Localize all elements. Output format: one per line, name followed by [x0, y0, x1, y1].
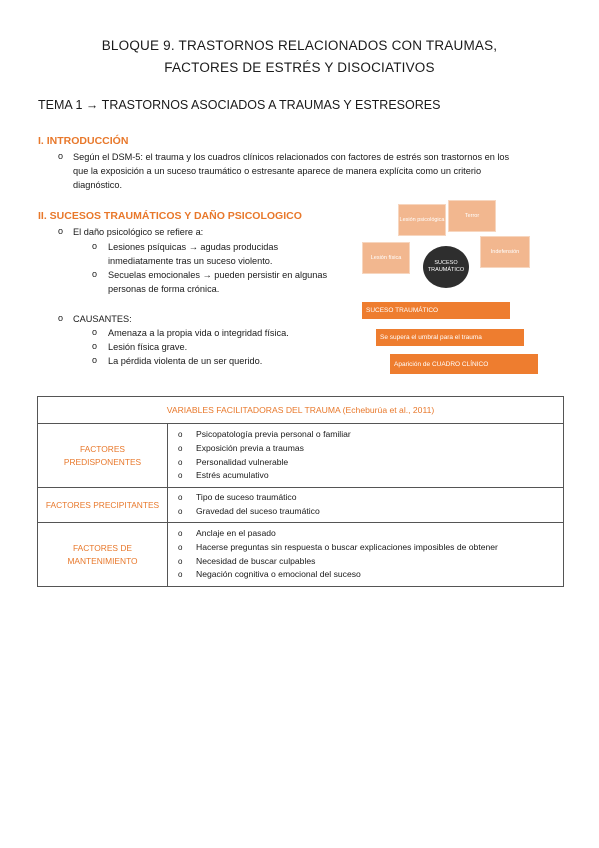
- row-label-mantenimiento: [38, 523, 168, 587]
- bullet-icon: o: [178, 493, 183, 503]
- row-label-line: MANTENIMIENTO: [67, 555, 138, 566]
- list-item: [178, 555, 563, 569]
- diagram-petal-lesion-fisica: Lesión física: [362, 242, 410, 274]
- row-label-line: PREDISPONENTES: [63, 456, 142, 467]
- row-label-line: FACTORES PRECIPITANTES: [45, 499, 160, 510]
- row-label-line: FACTORES DE: [73, 542, 132, 553]
- causante-item: Lesión física grave.: [108, 342, 188, 352]
- bullet-icon: o: [92, 327, 98, 337]
- list-item: [178, 527, 563, 541]
- row-items-predisponentes: [168, 424, 564, 488]
- diagram-step-1: SUCESO TRAUMÁTICO: [362, 302, 510, 319]
- bullet-icon: o: [178, 471, 183, 481]
- diagram-step-3: Aparición de CUADRO CLÍNICO: [390, 354, 538, 374]
- list-item-text: Negación cognitiva o emocional del suceso: [196, 569, 361, 580]
- list-item: [178, 505, 563, 519]
- bullet-icon: o: [178, 528, 183, 538]
- bullet-icon: o: [92, 341, 98, 351]
- document-title-line2: FACTORES DE ESTRÉS Y DISOCIATIVOS: [164, 60, 435, 75]
- diagram-step-2: Se supera el umbral para el trauma: [376, 329, 524, 346]
- dano-label: El daño psicológico se refiere a:: [73, 227, 204, 237]
- intro-paragraph: [73, 150, 563, 192]
- causantes-label: CAUSANTES:: [73, 314, 132, 324]
- list-item: [178, 568, 563, 582]
- dano-item-line: Secuelas emocionales → pueden persistir en algunas: [108, 270, 328, 280]
- table-title: VARIABLES FACILITADORAS DEL TRAUMA (Echeburúa et al., 2011): [38, 397, 564, 424]
- section-sucesos-heading: II. SUCESOS TRAUMÁTICOS Y DAÑO PSICOLOGICO: [38, 210, 302, 222]
- trauma-diagram: [362, 198, 540, 378]
- list-item-text: Hacerse preguntas sin respuesta o buscar explicaciones imposibles de obtener: [196, 541, 498, 552]
- dano-item-line: Lesiones psíquicas → agudas producidas: [108, 242, 279, 252]
- bullet-icon: o: [178, 507, 183, 516]
- list-item: [178, 456, 563, 470]
- list-item: [178, 541, 563, 555]
- intro-line: que la exposición a un suceso traumático o estresante aparece de manera explícita como un criterio: [73, 166, 482, 176]
- list-item: [178, 491, 563, 505]
- list-item: [178, 428, 563, 442]
- bullet-icon: o: [92, 269, 98, 279]
- causante-item: Amenaza a la propia vida o integridad física.: [108, 328, 289, 338]
- list-item-text: Anclaje en el pasado: [196, 527, 276, 538]
- variables-table: [37, 396, 564, 587]
- bullet-icon: o: [58, 313, 64, 323]
- diagram-petal-indefension: Indefensión: [480, 236, 530, 268]
- list-item-text: Estrés acumulativo: [196, 470, 269, 481]
- bullet-icon: o: [92, 355, 98, 365]
- bullet-icon: o: [92, 241, 98, 251]
- list-item-text: Tipo de suceso traumático: [196, 492, 297, 503]
- row-items-mantenimiento: [168, 523, 564, 587]
- intro-line: diagnóstico.: [73, 180, 123, 190]
- list-item-text: Necesidad de buscar culpables: [196, 555, 316, 566]
- bullet-icon: o: [178, 542, 183, 552]
- diagram-center: SUCESO TRAUMÁTICO: [423, 246, 469, 288]
- bullet-icon: o: [178, 429, 183, 439]
- list-item-text: Gravedad del suceso traumático: [196, 506, 320, 516]
- list-item-text: Exposición previa a traumas: [196, 442, 304, 453]
- list-item: [178, 469, 563, 483]
- bullet-icon: o: [58, 151, 64, 161]
- list-item-text: Psicopatología previa personal o familiar: [196, 428, 351, 439]
- bullet-icon: o: [178, 570, 183, 580]
- list-item-text: Personalidad vulnerable: [196, 456, 289, 467]
- list-item: [178, 442, 563, 456]
- row-label-precipitantes: [38, 488, 168, 523]
- bullet-icon: o: [178, 457, 183, 467]
- intro-line: Según el DSM-5: el trauma y los cuadros clínicos relacionados con factores de estrés son trastornos en los: [73, 152, 510, 162]
- document-title-line1: BLOQUE 9. TRASTORNOS RELACIONADOS CON TRAUMAS,: [101, 38, 498, 53]
- tema-heading: TEMA 1 → TRASTORNOS ASOCIADOS A TRAUMAS Y ESTRESORES: [38, 98, 441, 112]
- bullet-icon: o: [58, 226, 64, 236]
- bullet-icon: o: [178, 556, 183, 566]
- section-intro-heading: I. INTRODUCCIÓN: [38, 135, 129, 147]
- diagram-petal-psicologica: Lesión psicológica: [398, 204, 446, 236]
- dano-item-line: inmediatamente tras un suceso violento.: [108, 256, 273, 266]
- row-label-line: FACTORES: [80, 443, 125, 454]
- dano-item-line: personas de forma crónica.: [108, 284, 220, 294]
- row-label-predisponentes: [38, 424, 168, 488]
- row-items-precipitantes: [168, 488, 564, 523]
- bullet-icon: o: [178, 443, 183, 453]
- dano-item: [108, 268, 327, 296]
- dano-item: [108, 240, 278, 268]
- diagram-petal-terror: Terror: [448, 200, 496, 232]
- causante-item: La pérdida violenta de un ser querido.: [108, 356, 263, 366]
